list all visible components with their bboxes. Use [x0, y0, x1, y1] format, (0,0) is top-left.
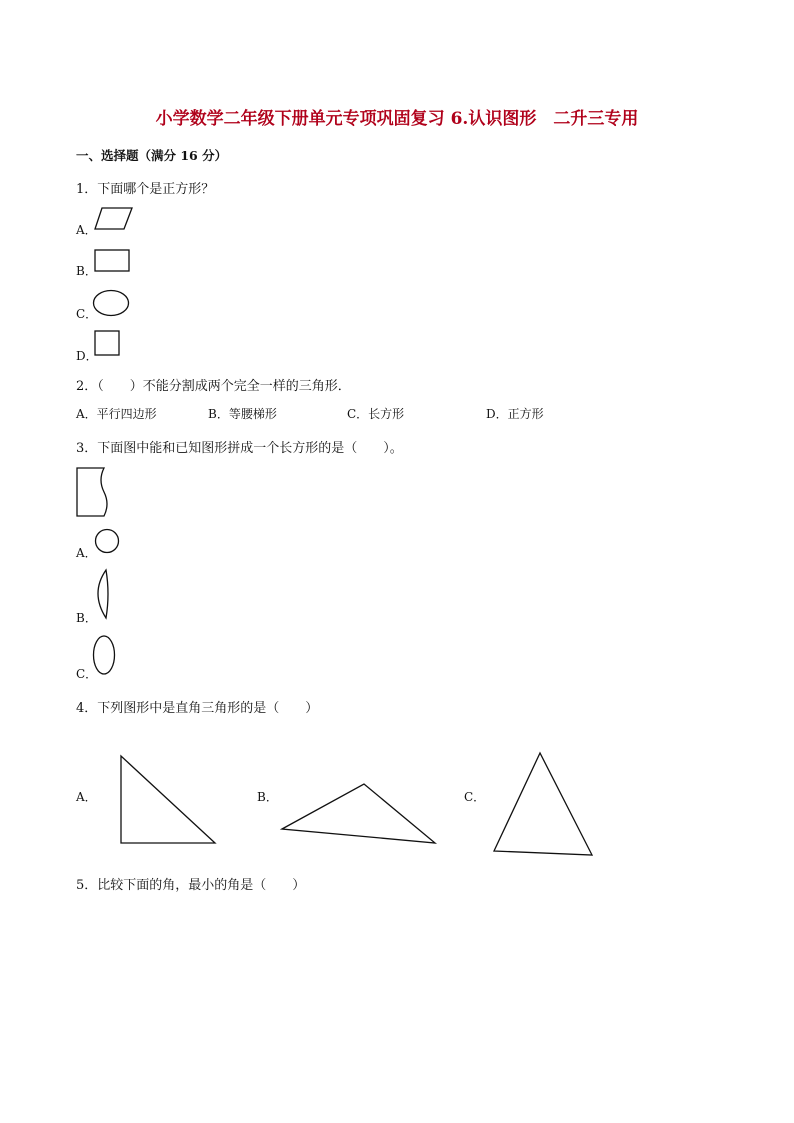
rectangle-icon: [94, 249, 134, 273]
q3-option-b-label: B．: [76, 611, 97, 625]
q2-option-d: D．正方形: [486, 407, 544, 421]
q3-option-a-label: A．: [76, 546, 97, 560]
q3-option-c-label: C．: [76, 667, 98, 681]
document-title: 小学数学二年级下册单元专项巩固复习 6.认识图形 二升三专用: [155, 109, 639, 129]
question-3-text: 3．下面图中能和已知图形拼成一个长方形的是（ ）。: [76, 441, 403, 456]
question-1-text: 1．下面哪个是正方形？: [76, 182, 215, 197]
obtuse-triangle-icon: [278, 782, 440, 848]
question-5-text: 5．比较下面的角，最小的角是（ ）: [76, 878, 306, 893]
section-header: 一、选择题（满分 16 分）: [76, 148, 228, 163]
square-icon: [94, 330, 124, 360]
parallelogram-icon: [94, 207, 134, 231]
ellipse-icon: [92, 289, 132, 319]
circle-icon: [94, 528, 124, 558]
question-2-text: 2．（ ）不能分割成两个完全一样的三角形．: [76, 379, 351, 394]
q1-option-a-label: A．: [76, 223, 97, 237]
q4-option-a-label: A．: [76, 790, 97, 804]
acute-triangle-icon: [490, 750, 596, 860]
curved-rectangle-icon: [76, 467, 116, 519]
question-4-text: 4．下列图形中是直角三角形的是（ ）: [76, 701, 319, 716]
vertical-ellipse-icon: [92, 634, 122, 678]
q1-option-b-label: B．: [76, 264, 97, 278]
q2-option-c: C．长方形: [347, 407, 405, 421]
q4-option-c-label: C．: [464, 790, 486, 804]
q2-option-b: B．等腰梯形: [208, 407, 277, 421]
q1-option-d-label: D．: [76, 349, 98, 363]
crescent-icon: [94, 568, 114, 622]
q2-option-a: A．平行四边形: [76, 407, 157, 421]
q1-option-c-label: C．: [76, 307, 98, 321]
q4-option-b-label: B．: [257, 790, 278, 804]
right-triangle-icon: [118, 754, 222, 848]
